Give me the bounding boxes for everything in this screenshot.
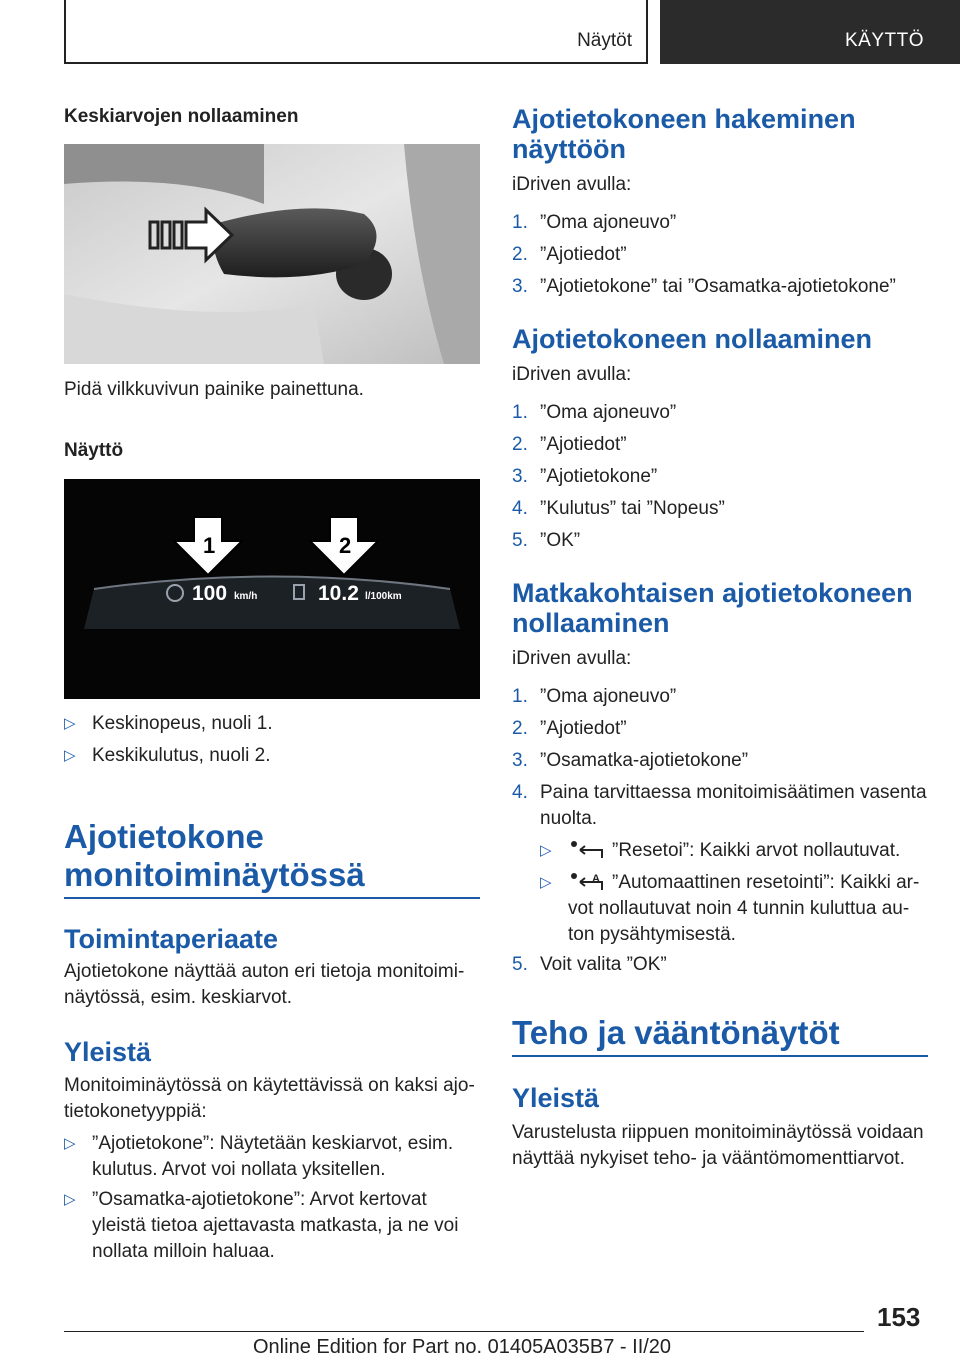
consumption-unit: l/100km xyxy=(365,591,402,602)
trip-heading-line2: nollaaminen xyxy=(512,608,670,638)
speed-value: 100 xyxy=(192,582,228,605)
display-heading: Näyttö xyxy=(64,440,124,461)
edition-footer: Online Edition for Part no. 01405A035B7 - II/20 xyxy=(253,1336,672,1358)
triangle-bullet-icon: ▷ xyxy=(540,842,552,859)
list-item: ▷ Keskinopeus, nuoli 1. xyxy=(64,711,480,737)
general-text-line1: Monitoiminäytössä on käytettävissä on kaksi ajo‐ xyxy=(64,1075,475,1096)
list-item: ▷ ”Osamatka-ajotietokone”: Arvot kertovat yleistä tietoa ajettavasta matkasta, ja ne voi nollata milloin haluaa. xyxy=(64,1189,459,1262)
speed-unit: km/h xyxy=(234,591,258,602)
reset-intro: iDriven avulla: xyxy=(512,364,632,385)
triangle-bullet-icon: ▷ xyxy=(540,874,552,891)
call-heading-line2: näyttöön xyxy=(512,134,626,164)
triangle-bullet-icon: ▷ xyxy=(64,747,76,764)
list-item: ▷ Keskikulutus, nuoli 2. xyxy=(64,743,480,769)
header-chapter: KÄYTTÖ xyxy=(845,30,925,51)
principle-text-line1: Ajotietokone näyttää auton eri tietoja monitoimi‐ xyxy=(64,961,465,982)
call-heading-line1: Ajotietokoneen hakeminen xyxy=(512,104,856,134)
arrow-label-2: 2 xyxy=(339,533,352,558)
principle-heading: Toimintaperiaate xyxy=(64,924,279,954)
section-title-line1: Ajotietokone xyxy=(64,818,264,855)
consumption-value: 10.2 xyxy=(318,582,359,605)
power-text-line1: Varustelusta riippuen monitoiminäytössä voidaan xyxy=(512,1122,924,1143)
triangle-bullet-icon: ▷ xyxy=(64,1191,76,1208)
general-text-line2: tietokonetyyppiä: xyxy=(64,1101,207,1122)
reset-caption: Pidä vilkkuvivun painike painettuna. xyxy=(64,379,364,400)
power-text-line2: näyttää nykyiset teho- ja vääntömomenttiarvot. xyxy=(512,1148,905,1169)
reset-heading: Ajotietokoneen nollaaminen xyxy=(512,324,873,354)
footer-divider xyxy=(64,1331,864,1332)
header-section-box xyxy=(64,0,648,64)
trip-heading-line1: Matkakohtaisen ajotietokoneen xyxy=(512,578,913,608)
trip-intro: iDriven avulla: xyxy=(512,648,632,669)
list-item: ▷ ”Ajotietokone”: Näytetään keskiarvot, esim. kulutus. Arvot voi nollata yksitellen. xyxy=(64,1133,454,1180)
power-general-heading: Yleistä xyxy=(512,1083,600,1113)
arrow-label-1: 1 xyxy=(203,533,216,558)
triangle-bullet-icon: ▷ xyxy=(64,1135,76,1152)
section-divider xyxy=(64,897,480,899)
section-title-line2: monitoiminäytössä xyxy=(64,856,365,893)
header-section: Näytöt xyxy=(577,30,632,51)
instrument-display-photo xyxy=(64,479,480,699)
page-number: 153 xyxy=(877,1302,921,1332)
call-intro: iDriven avulla: xyxy=(512,174,632,195)
reset-averages-heading: Keskiarvojen nollaaminen xyxy=(64,106,299,127)
list-item: ▷ ”Resetoi”: Kaikki arvot nollautuvat. xyxy=(540,838,930,864)
list-item: ▷ A ”Automaattinen resetointi”: Kaikki ar‐ vot nollautuvat noin 4 tunnin kuluttua au‐ ton pysähtymisestä. xyxy=(540,872,920,945)
turn-signal-lever-photo xyxy=(64,144,480,364)
power-divider xyxy=(512,1055,928,1057)
triangle-bullet-icon: ▷ xyxy=(64,715,76,732)
auto-reset-icon: A xyxy=(570,870,604,892)
power-title: Teho ja vääntönäytöt xyxy=(512,1014,840,1051)
reset-icon xyxy=(570,838,604,860)
principle-text-line2: näytössä, esim. keskiarvot. xyxy=(64,987,293,1008)
general-heading: Yleistä xyxy=(64,1037,152,1067)
